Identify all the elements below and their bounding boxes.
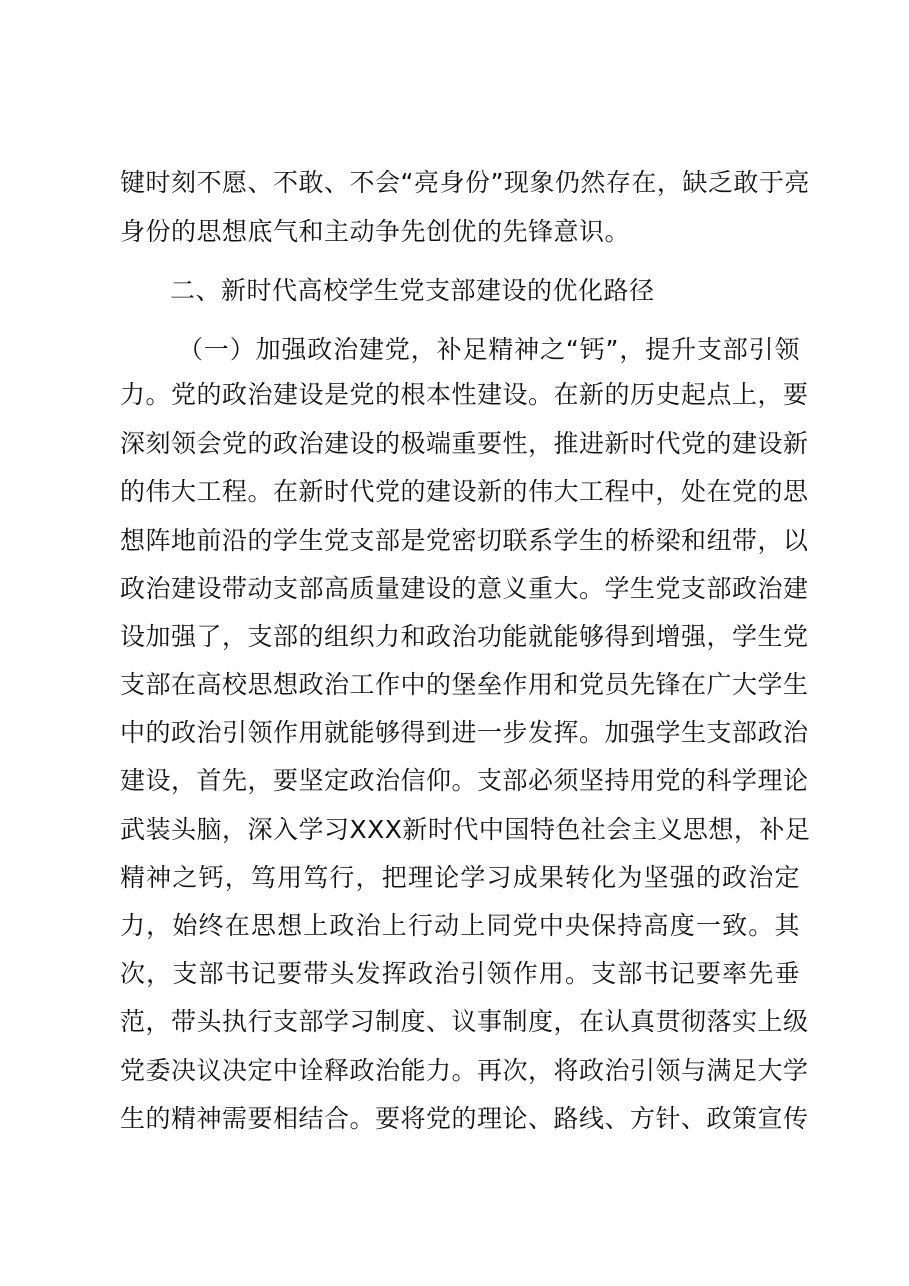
subsection-heading-line: （一）加强政治建党，补足精神之“钙”，提升支部引领: [178, 335, 800, 364]
paragraph-line: 次，支部书记要带头发挥政治引领作用。支部书记要率先垂: [120, 959, 800, 988]
paragraph-line: 力，始终在思想上政治上行动上同党中央保持高度一致。其: [120, 911, 800, 940]
paragraph-line: 建设，首先，要坚定政治信仰。支部必须坚持用党的科学理论: [120, 766, 809, 795]
paragraph-line: 设加强了，支部的组织力和政治功能就能够得到增强，学生党: [120, 622, 809, 651]
paragraph-line: 键时刻不愿、不敢、不会“亮身份”现象仍然存在，缺乏敢于亮: [120, 168, 810, 197]
paragraph-line: 范，带头执行支部学习制度、议事制度，在认真贯彻落实上级: [120, 1007, 809, 1036]
paragraph-line: 武装头脑，深入学习XXX新时代中国特色社会主义思想，补足: [120, 815, 811, 844]
paragraph-line: 精神之钙，笃用笃行，把理论学习成果转化为坚强的政治定: [120, 863, 800, 892]
paragraph-line: 的伟大工程。在新时代党的建设新的伟大工程中，处在党的思: [120, 477, 809, 506]
paragraph-line: 力。党的政治建设是党的根本性建设。在新的历史起点上，要: [120, 380, 809, 409]
paragraph-line: 深刻领会党的政治建设的极端重要性，推进新时代党的建设新: [120, 429, 809, 458]
section-heading: 二、新时代高校学生党支部建设的优化路径: [170, 276, 655, 305]
paragraph-line: 身份的思想底气和主动争先创优的先锋意识。: [120, 217, 631, 246]
paragraph-line: 中的政治引领作用就能够得到进一步发挥。加强学生支部政治: [120, 718, 809, 747]
paragraph-line: 想阵地前沿的学生党支部是党密切联系学生的桥梁和纽带，以: [120, 526, 809, 555]
paragraph-line: 支部在高校思想政治工作中的堡垒作用和党员先锋在广大学生: [120, 670, 809, 699]
paragraph-line: 生的精神需要相结合。要将党的理论、路线、方针、政策宣传: [120, 1104, 809, 1133]
paragraph-line: 党委决议决定中诠释政治能力。再次，将政治引领与满足大学: [120, 1056, 809, 1085]
paragraph-line: 政治建设带动支部高质量建设的意义重大。学生党支部政治建: [120, 574, 809, 603]
